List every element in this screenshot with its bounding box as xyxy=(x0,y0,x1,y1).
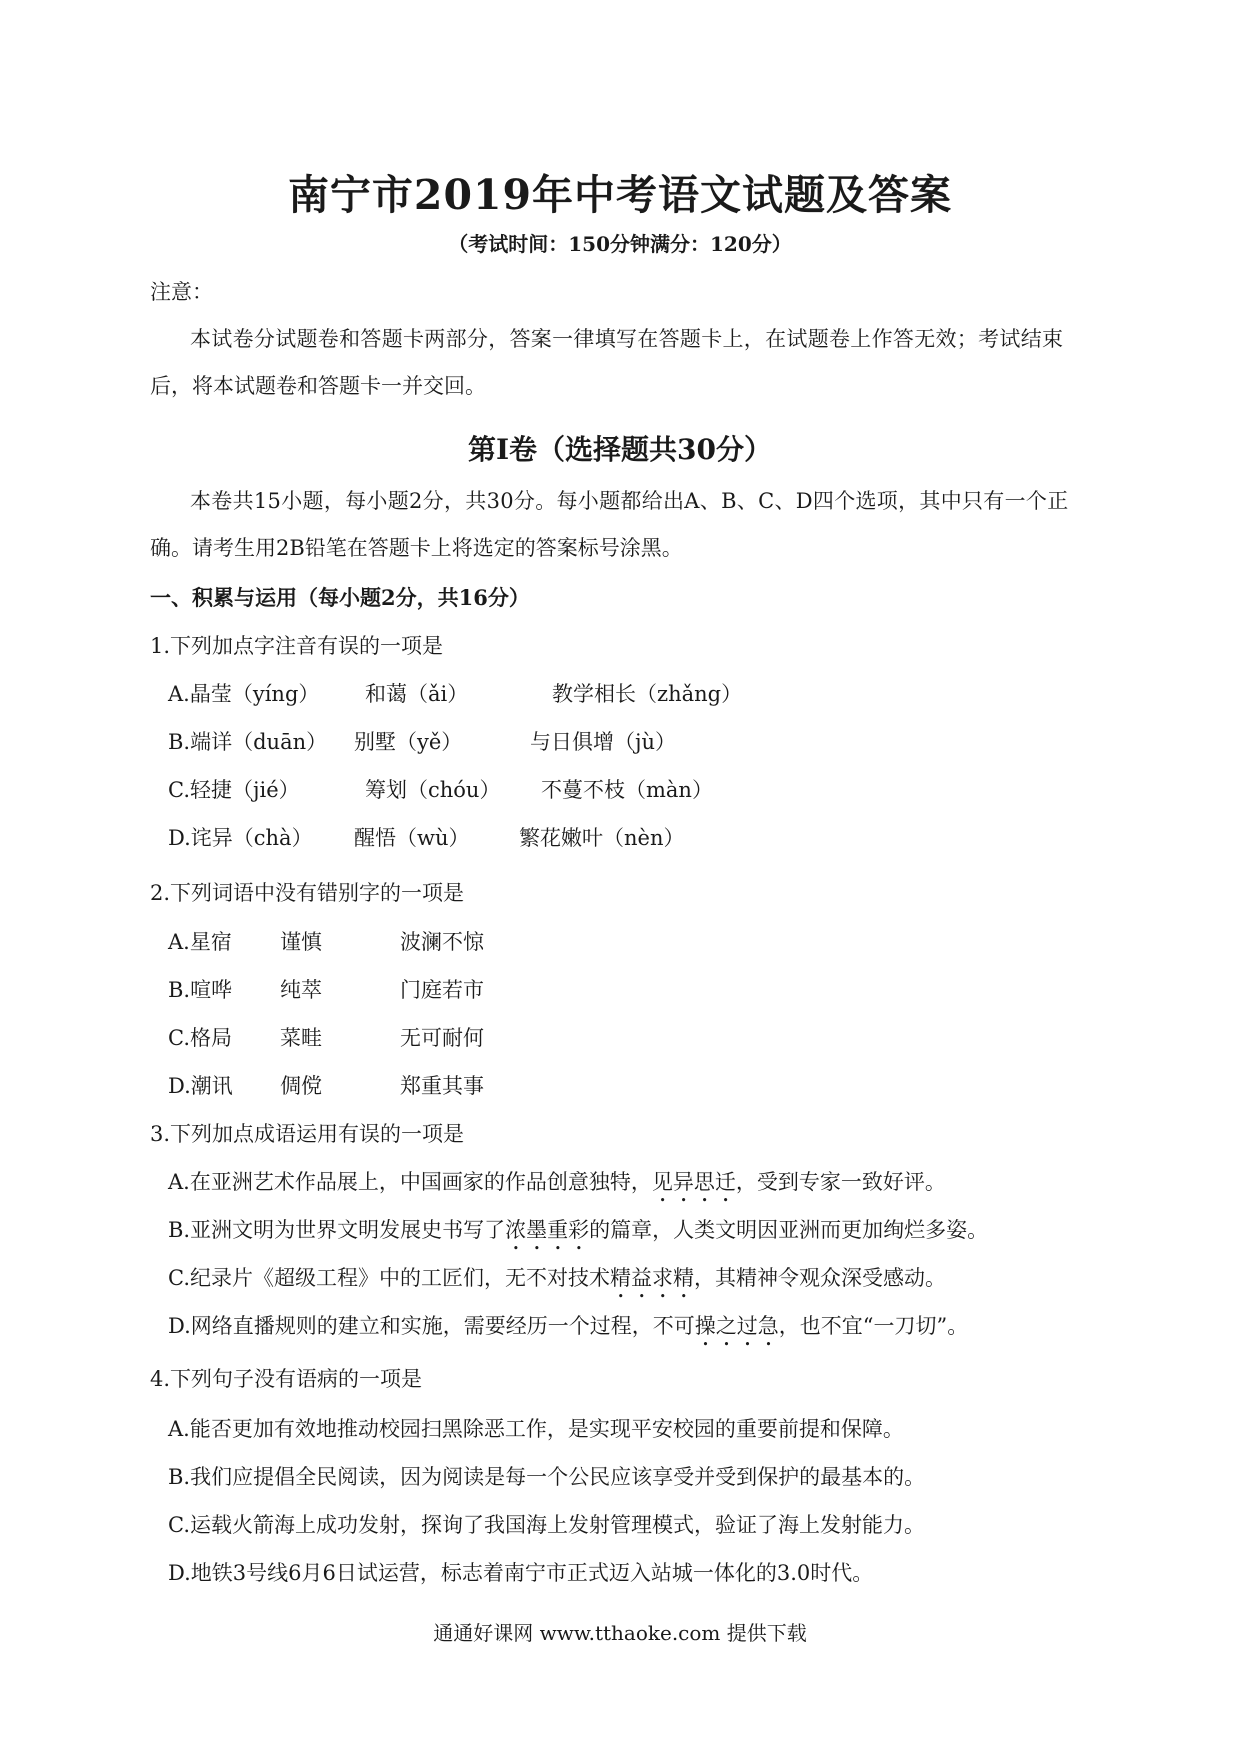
q1-option-b-word1: B.端详（duān） xyxy=(168,730,328,754)
part1-heading: 第Ⅰ卷（选择题共30分） xyxy=(467,433,773,466)
q3-option-b: B.亚洲文明为世界文明发展史书写了浓墨重彩的篇章，人类文明因亚洲而更加绚烂多姿。 xyxy=(168,1218,989,1242)
q2-option-a-word3: 波澜不惊 xyxy=(400,930,484,954)
q1-option-a-word2: 和蔼（ǎi） xyxy=(365,682,469,706)
q1-option-c-word3: 不蔓不枝（màn） xyxy=(541,778,713,802)
q1-option-c-word2: 筹划（chóu） xyxy=(365,778,501,802)
q3-a-marked-idiom: 见异思迁 xyxy=(651,1170,736,1194)
footer-source: 通通好课网 www.tthaoke.com 提供下载 xyxy=(433,1621,807,1645)
q1-option-b-word3: 与日俱增（jù） xyxy=(530,730,677,754)
q2-option-b-word1: B.喧哗 xyxy=(168,978,233,1002)
q2-option-d-word2: 倜傥 xyxy=(280,1074,322,1098)
q2-option-d-word3: 郑重其事 xyxy=(400,1074,484,1098)
q2-option-c-word3: 无可耐何 xyxy=(400,1026,484,1050)
q3-stem: 3.下列加点成语运用有误的一项是 xyxy=(150,1122,465,1146)
q2-option-b-word3: 门庭若市 xyxy=(400,978,484,1002)
q4-stem: 4.下列句子没有语病的一项是 xyxy=(150,1367,423,1391)
q4-option-d: D.地铁3号线6月6日试运营，标志着南宁市正式迈入站城一体化的3.0时代。 xyxy=(168,1561,874,1585)
q1-option-a-word3: 教学相长（zhǎng） xyxy=(552,682,743,706)
q3-option-a: A.在亚洲艺术作品展上，中国画家的作品创意独特，见异思迁，受到专家一致好评。 xyxy=(168,1170,946,1194)
notice-text-line1: 本试卷分试题卷和答题卡两部分，答案一律填写在答题卡上，在试题卷上作答无效；考试结束 xyxy=(190,327,1064,351)
q3-c-marked-idiom: 精益求精 xyxy=(610,1266,694,1290)
q2-option-d-word1: D.潮讯 xyxy=(168,1074,233,1098)
q4-option-c: C.运载火箭海上成功发射，探询了我国海上发射管理模式，验证了海上发射能力。 xyxy=(168,1513,925,1537)
exam-info: （考试时间：150分钟满分：120分） xyxy=(448,232,792,256)
part1-intro-line2: 确。请考生用2B铅笔在答题卡上将选定的答案标号涂黑。 xyxy=(150,536,683,560)
q2-stem: 2.下列词语中没有错别字的一项是 xyxy=(150,881,465,905)
q1-option-d-word1: D.诧异（chà） xyxy=(168,826,313,850)
q1-option-c-word1: C.轻捷（jié） xyxy=(168,778,300,802)
q1-option-d-word3: 繁花嫩叶（nèn） xyxy=(519,826,685,850)
q1-option-a-word1: A.晶莹（yíng） xyxy=(168,682,320,706)
q4-option-a: A.能否更加有效地推动校园扫黑除恶工作，是实现平安校园的重要前提和保障。 xyxy=(168,1417,904,1441)
q1-stem: 1.下列加点字注音有误的一项是 xyxy=(150,634,444,658)
q2-option-b-word2: 纯萃 xyxy=(280,978,322,1002)
part1-intro-line1: 本卷共15小题，每小题2分，共30分。每小题都给出A、B、C、D四个选项，其中只有一个正 xyxy=(190,489,1069,513)
q3-option-c: C.纪录片《超级工程》中的工匠们，无不对技术精益求精，其精神令观众深受感动。 xyxy=(168,1266,946,1290)
q3-d-marked-idiom: 操之过急 xyxy=(694,1314,779,1338)
q4-option-b: B.我们应提倡全民阅读，因为阅读是每一个公民应该享受并受到保护的最基本的。 xyxy=(168,1465,926,1489)
q1-option-d-word2: 醒悟（wù） xyxy=(354,826,470,850)
q2-option-c-word1: C.格局 xyxy=(168,1026,232,1050)
section1-heading: 一、积累与运用（每小题2分，共16分） xyxy=(150,585,530,610)
q2-option-c-word2: 菜畦 xyxy=(280,1026,322,1050)
q2-option-a-word2: 谨慎 xyxy=(280,930,322,954)
page-title: 南宁市2019年中考语文试题及答案 xyxy=(287,171,953,219)
notice-label: 注意： xyxy=(150,280,213,304)
notice-text-line2: 后，将本试题卷和答题卡一并交回。 xyxy=(150,374,486,398)
q1-option-b-word2: 别墅（yě） xyxy=(354,730,463,754)
q2-option-a-word1: A.星宿 xyxy=(168,930,232,954)
q3-option-d: D.网络直播规则的建立和实施，需要经历一个过程，不可操之过急，也不宜“一刀切”。 xyxy=(168,1314,969,1338)
q3-b-marked-idiom: 浓墨重彩 xyxy=(505,1218,590,1242)
